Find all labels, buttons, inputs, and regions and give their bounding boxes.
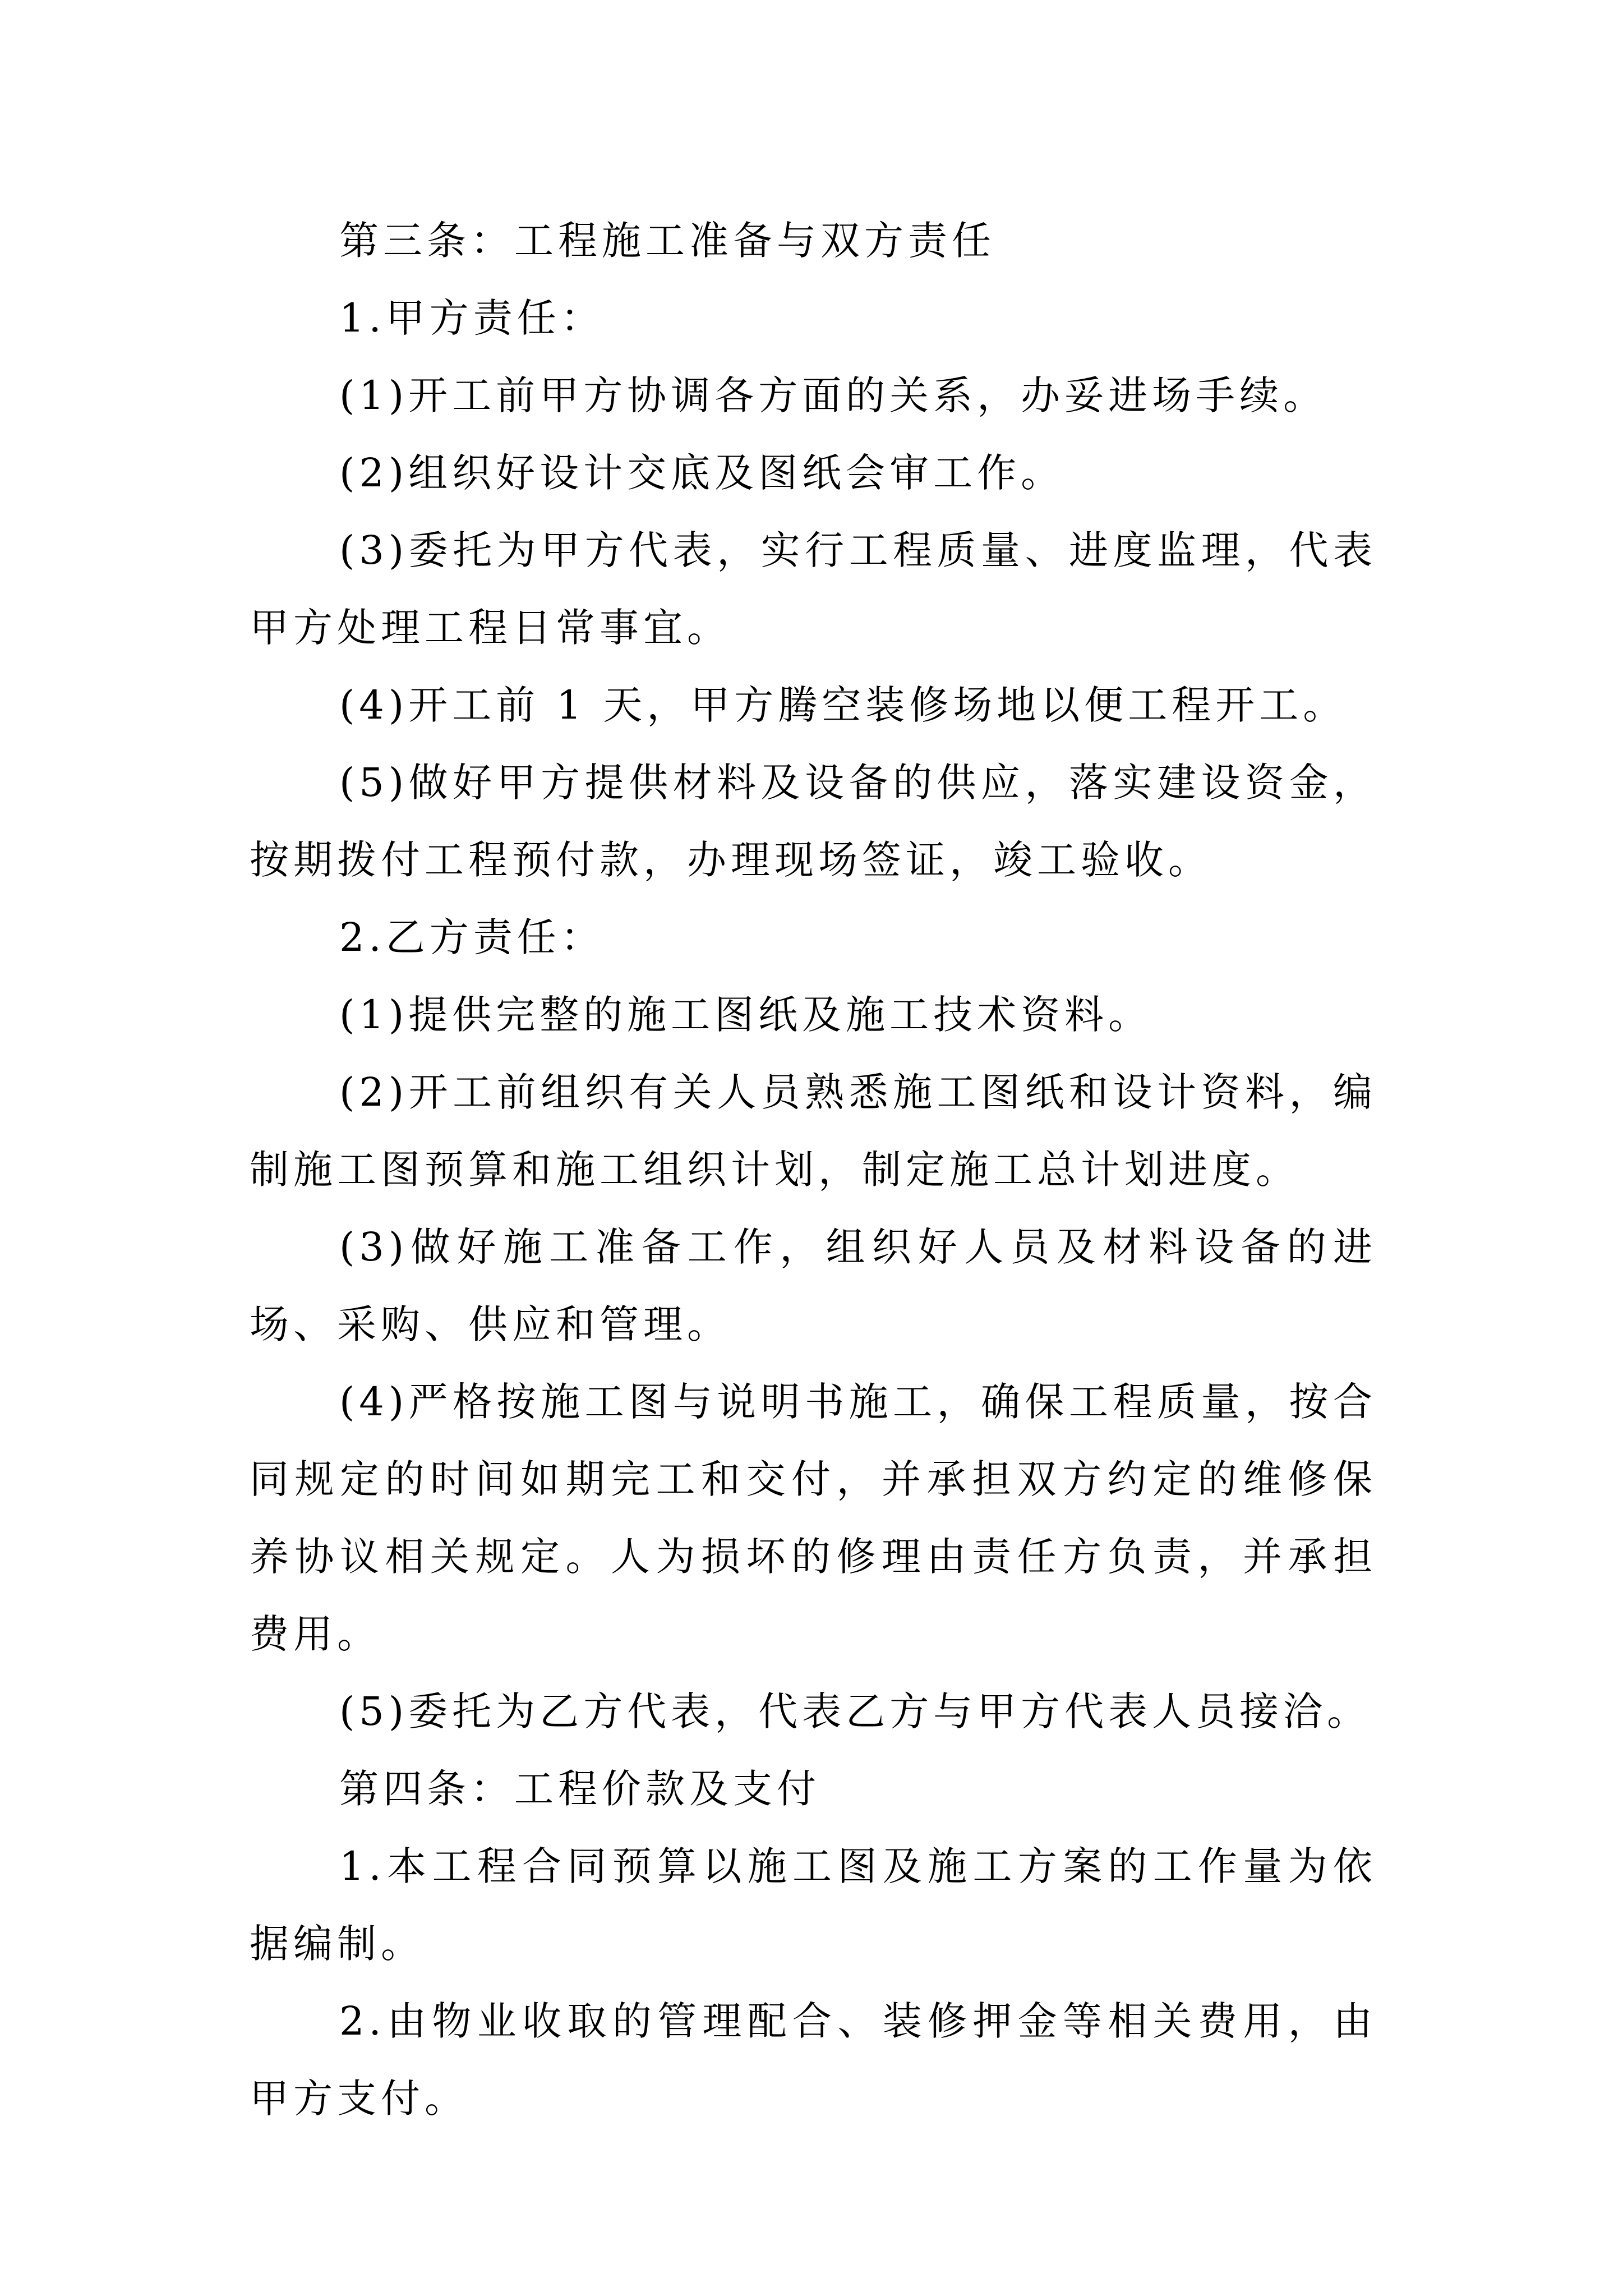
party-b-clause-2: (2)开工前组织有关人员熟悉施工图纸和设计资料，编制施工图预算和施工组织计划，制定施工总计划进度。 — [250, 1069, 1377, 1193]
party-a-clause-5: (5)做好甲方提供材料及设备的供应，落实建设资金，按期拨付工程预付款，办理现场签证，竣工验收。 — [250, 760, 1377, 883]
party-a-clause-3: (3)委托为甲方代表，实行工程质量、进度监理，代表甲方处理工程日常事宜。 — [250, 527, 1377, 651]
payment-clause-2: 2.由物业收取的管理配合、装修押金等相关费用，由甲方支付。 — [250, 1998, 1377, 2122]
party-b-clause-1: (1)提供完整的施工图纸及施工技术资料。 — [339, 992, 1152, 1038]
article-4-heading: 第四条：工程价款及支付 — [339, 1766, 820, 1812]
party-a-clause-4: (4)开工前 1 天，甲方腾空装修场地以便工程开工。 — [339, 682, 1347, 728]
party-a-clause-1: (1)开工前甲方协调各方面的关系，办妥进场手续。 — [339, 372, 1327, 418]
party-b-clause-3: (3)做好施工准备工作，组织好人员及材料设备的进场、采购、供应和管理。 — [250, 1224, 1377, 1347]
party-b-clause-5: (5)委托为乙方代表，代表乙方与甲方代表人员接洽。 — [339, 1688, 1371, 1734]
party-a-responsibility-heading: 1.甲方责任： — [339, 295, 605, 341]
payment-clause-1: 1.本工程合同预算以施工图及施工方案的工作量为依据编制。 — [250, 1843, 1377, 1967]
party-b-responsibility-heading: 2.乙方责任： — [339, 914, 605, 960]
party-b-clause-4: (4)严格按施工图与说明书施工，确保工程质量，按合同规定的时间如期完工和交付，并承担双方约定的维修保养协议相关规定。人为损坏的修理由责任方负责，并承担费用。 — [250, 1379, 1377, 1657]
document-body — [250, 202, 1377, 2137]
article-3-heading: 第三条：工程施工准备与双方责任 — [339, 218, 995, 264]
party-a-clause-2: (2)组织好设计交底及图纸会审工作。 — [339, 450, 1065, 496]
